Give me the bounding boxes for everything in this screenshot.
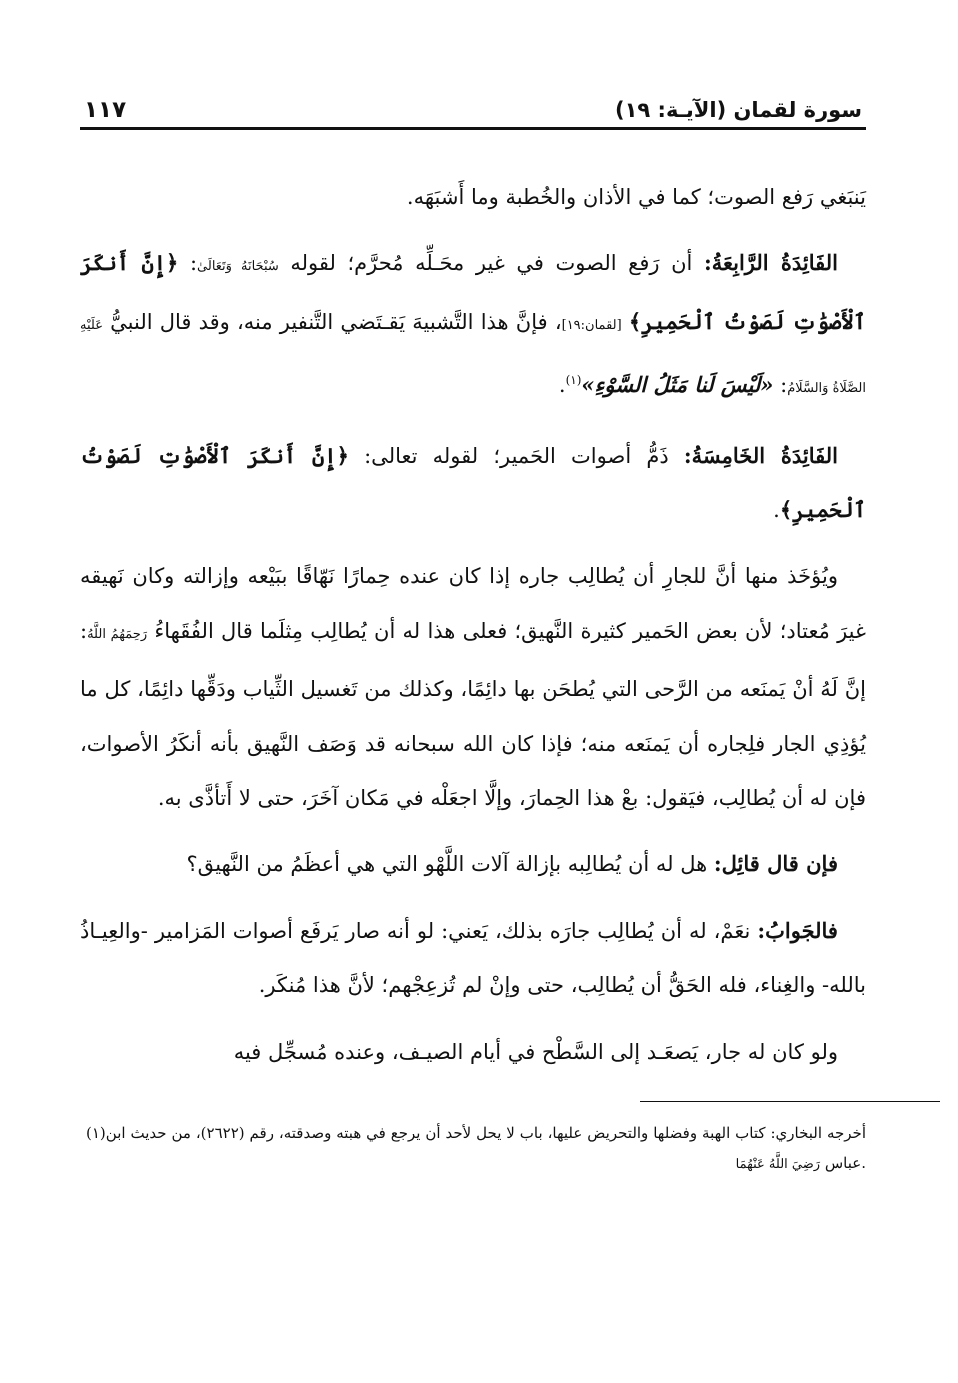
page-number: ١١٧ (84, 97, 127, 123)
paragraph-benefit-five (80, 429, 866, 538)
footnote-number: (١) (86, 1124, 106, 1142)
footnote-item (80, 1118, 866, 1180)
honorific: سُبْحَانَهُ وَتَعَالَىٰ (197, 259, 279, 275)
punctuation: . (861, 1154, 866, 1172)
punctuation: . (558, 373, 566, 398)
paragraph-text: أن رَفع الصوت في غير محَـلِّه مُحرَّم؛ لقوله (290, 251, 693, 276)
footnote-text: أخرجه البخاري: كتاب الهبة وفضلها والتحريض عليها، باب لا يحل لأحد أن يرجع في هبته وصدقته، رقم (٢٦٢٢)، من حديث ابن عباس (105, 1124, 866, 1172)
punctuation: : (189, 251, 198, 276)
quran-verse: ﴿إِنَّ أَنكَرَ ٱلْأَصْوَٰتِ لَصَوْتُ ٱلْحَمِيرِ﴾ (80, 250, 866, 334)
paragraph-neighbor (80, 549, 866, 825)
verse-reference: [لقمان:١٩] (561, 317, 622, 333)
honorific: رَحِمَهُمُ اللَّهُ (87, 626, 148, 642)
section-heading-benefit-four: الفَائِدَةُ الرَّابِعَةُ: (703, 250, 838, 276)
paragraph-answer (80, 904, 866, 1013)
footnotes (80, 1118, 866, 1180)
paragraph-last: ولو كان له جار، يَصعَـد إلى السَّطْح في أيام الصيـف، وعنده مُسجِّل فيه (233, 1039, 838, 1064)
paragraph-text: ويُؤخَذ منها أنَّ للجارِ أن يُطالِب جاره إذا كان عنده حِمارًا نَهّاقًا ببَيْعه وإزالته وكان نَهيقه غيرَ مُعتاد؛ لأن بعض الحَمير كثيرة النَّهيق؛ فعلى هذا له أن يُطالِب مِثلَما قال الفُقَهاءُ (80, 564, 866, 643)
page-header (80, 92, 866, 130)
quran-verse: ﴿إِنَّ أَنكَرَ ٱلْأَصْوَٰتِ لَصَوْتُ ٱلْحَمِيرِ﴾ (80, 442, 866, 523)
paragraph-1: يَنبَغي رَفع الصوت؛ كما في الأذان والخُطبة وما أَشبَهَه. (406, 185, 866, 209)
punctuation: : (780, 373, 788, 398)
footnote-marker: (١) (565, 373, 582, 388)
honorific: عَلَيْهِ الصَّلَاةُ وَالسَّلَامُ (80, 317, 866, 397)
section-heading-benefit-five: الفَائِدَةُ الخَامِسَةُ: (683, 442, 838, 468)
paragraph-text: هل له أن يُطالِبه بإزالة آلات اللَّهْو التي هي أعظَمُ من النَّهيق؟ (186, 852, 708, 877)
paragraph-text: : إنَّ لَهُ أنْ يَمنَعه من الرَّحى التي يُطحَن بها دائِمًا، وكذلك من تَغسيل الثِّياب ودَقِّها دائِمًا، كل ما يُؤذِي الجار فلِجاره أن يَمنَعه منه؛ فإذا كان الله سبحانه قد وَصَف النَّهيق بأنه أنكَرُ الأصوات، فإن له أن يُطالِب، فيَقول: بعْ هذا الحِمارَ، وإلَّا اجعَلْه في مَكان آخَرَ، حتى لا أَتأذَّى به. (80, 618, 866, 811)
punctuation: . (773, 498, 780, 523)
answer-heading: فالجَوابُ: (757, 917, 838, 943)
hadith-quote: «لَيْسَ لَنا مَثَلُ السَّوْءِ» (581, 372, 774, 398)
paragraph-benefit-four (80, 236, 866, 416)
paragraph-text: ، فإنَّ هذا التَّشبيهَ يَقـتَضي التَّنفير منه، وقد قال النبيُّ (110, 309, 562, 334)
paragraph-text: نعَمْ، له أن يُطالِب جارَه بذلك، يَعني: لو أنه صار يَرفَع أصوات المَزامير -والعِيـاذُ بالله- والغِناء، فله الحَقُّ أن يُطالِب، حتى وإنْ لم تُزعِجْهم؛ لأنَّ هذا مُنكَر. (80, 918, 866, 998)
honorific: رَضِيَ اللَّهُ عَنْهُمَا (735, 1157, 821, 1172)
running-title: سورة لقمان (الآيـة: ١٩) (614, 98, 862, 122)
footnote-separator (640, 1101, 940, 1102)
main-text (80, 170, 866, 1079)
paragraph-text: ذَمُّ أصوات الحَمير؛ لقوله تعالى: (364, 443, 669, 468)
paragraph-question (80, 837, 866, 891)
question-heading: فإن قال قائِل: (713, 851, 838, 877)
